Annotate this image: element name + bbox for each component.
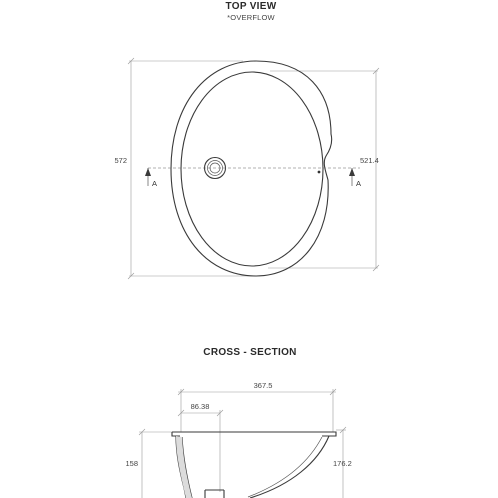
sink-rim-outer bbox=[171, 61, 332, 276]
sink-section-profile bbox=[172, 432, 336, 498]
top-view bbox=[114, 1, 379, 279]
dimension-521-4 bbox=[360, 68, 379, 271]
top-view-extension-lines bbox=[129, 61, 378, 276]
dimension-86-38-label: 86.38 bbox=[190, 402, 210, 411]
dimension-367-5-label: 367.5 bbox=[253, 381, 273, 390]
section-marker-right-label: A bbox=[356, 179, 362, 188]
dimension-158-label: 158 bbox=[125, 459, 138, 468]
cross-section-title: CROSS - SECTION bbox=[203, 347, 297, 358]
overflow-note: *OVERFLOW bbox=[227, 13, 275, 22]
dimension-176-2-label: 176.2 bbox=[333, 459, 352, 468]
sink-bowl-inner bbox=[181, 72, 323, 266]
dimension-572 bbox=[114, 58, 134, 279]
dimension-158 bbox=[125, 429, 180, 498]
dimension-521-4-label: 521.4 bbox=[360, 156, 379, 165]
dimension-572-label: 572 bbox=[114, 156, 127, 165]
section-marker-left-label: A bbox=[152, 179, 158, 188]
dimension-176-2 bbox=[333, 427, 352, 498]
overflow-hole bbox=[318, 171, 321, 174]
section-marker-right bbox=[349, 168, 361, 188]
top-view-title: TOP VIEW bbox=[225, 1, 277, 12]
cross-section bbox=[125, 347, 351, 498]
section-marker-left bbox=[145, 168, 157, 188]
